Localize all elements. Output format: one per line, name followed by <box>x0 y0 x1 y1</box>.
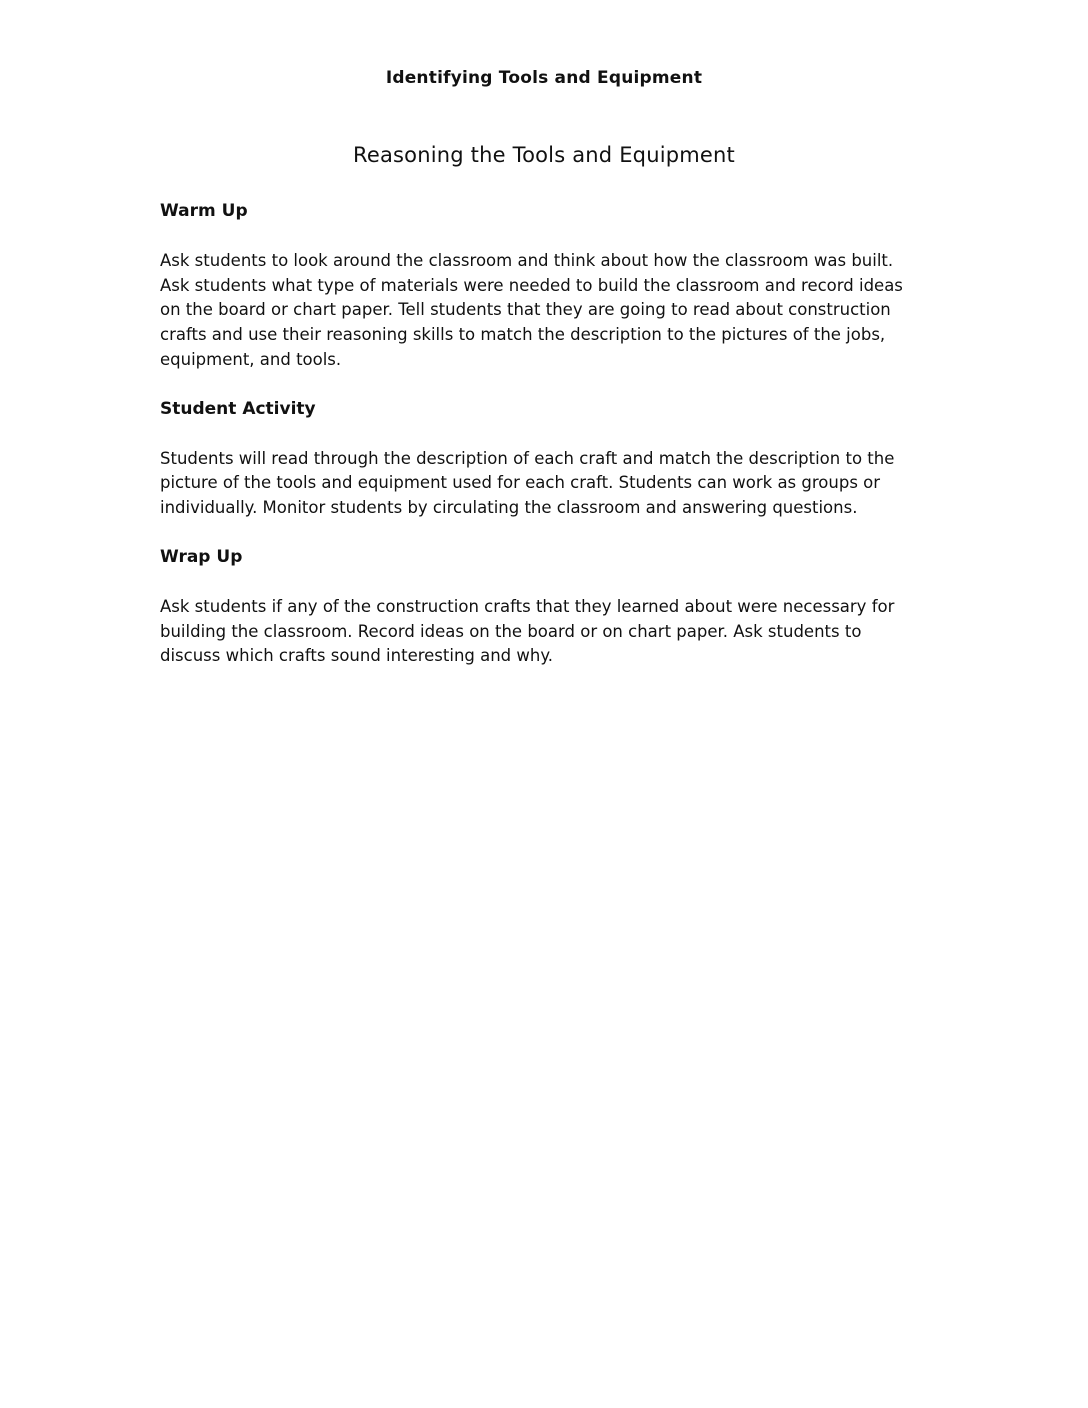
text-line: individually. Monitor students by circulating the classroom and answering questions. <box>160 498 858 518</box>
text-line: Ask students what type of materials were needed to build the classroom and record ideas <box>160 275 903 295</box>
text-line: picture of the tools and equipment used for each craft. Students can work as groups or <box>160 473 881 493</box>
text-line: Ask students to look around the classroom and think about how the classroom was built. <box>160 250 894 270</box>
document-body <box>160 199 930 669</box>
paragraph-warm-up <box>160 249 930 373</box>
text-line: discuss which crafts sound interesting and why. <box>160 646 554 666</box>
paragraph-student-activity <box>160 447 930 521</box>
document-title: Reasoning the Tools and Equipment <box>352 143 735 167</box>
text-line: crafts and use their reasoning skills to match the description to the pictures of the jobs, <box>160 325 886 345</box>
text-line: on the board or chart paper. Tell students that they are going to read about construction <box>160 300 891 320</box>
section-heading-student-activity: Student Activity <box>160 398 316 419</box>
text-line: Ask students if any of the construction crafts that they learned about were necessary for <box>160 596 895 616</box>
text-line: equipment, and tools. <box>160 349 342 369</box>
paragraph-wrap-up <box>160 595 930 669</box>
section-heading-wrap-up: Wrap Up <box>160 546 243 567</box>
text-line: Students will read through the description of each craft and match the description to the <box>160 448 895 468</box>
section-heading-warm-up: Warm Up <box>160 201 248 221</box>
text-line: building the classroom. Record ideas on the board or on chart paper. Ask students to <box>160 621 862 641</box>
document-header: Identifying Tools and Equipment <box>385 68 703 88</box>
